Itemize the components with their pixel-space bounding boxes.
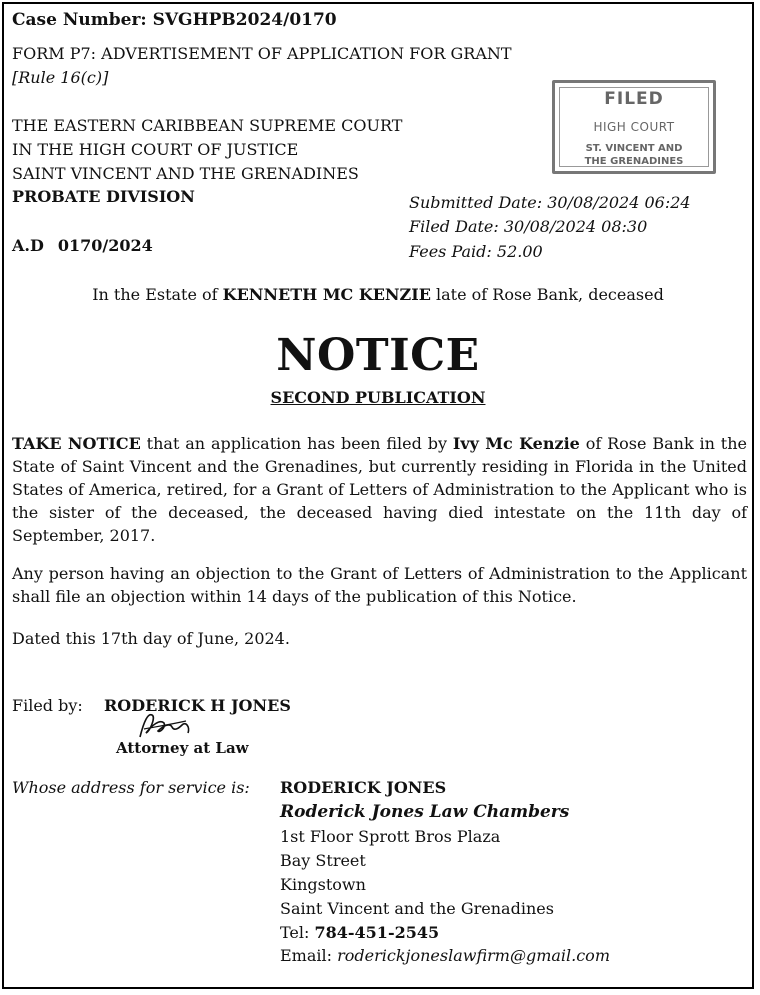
- signature-image: [134, 707, 194, 743]
- notice-paragraph-1: [12, 432, 747, 547]
- address-line-3: Kingstown: [280, 875, 366, 894]
- address-line-1: 1st Floor Sprott Bros Plaza: [280, 827, 501, 846]
- tel-number: 784-451-2545: [314, 923, 440, 942]
- estate-suffix: late of Rose Bank, deceased: [430, 285, 664, 304]
- p1-part-2: of Rose Bank in the State of Saint Vincent and the Grenadines, but currently residing in Florida in the United States of America, retired, for a Grant of Letters of Administration to the Applicant who is the sister of the deceased, the deceased having died intestate on the 11th day of September, 2017.: [12, 434, 748, 545]
- attorney-name: RODERICK H JONES: [104, 696, 291, 715]
- ad-label: A.D: [12, 236, 44, 255]
- email-line: [280, 946, 610, 965]
- notice-title: NOTICE: [276, 330, 480, 381]
- take-notice-lead: TAKE NOTICE: [12, 434, 141, 453]
- division: PROBATE DIVISION: [12, 187, 195, 206]
- filed-stamp: [552, 80, 716, 174]
- telephone-line: [280, 923, 439, 942]
- address-line-2: Bay Street: [280, 851, 366, 870]
- address-name: RODERICK JONES: [280, 778, 447, 797]
- form-title: FORM P7: ADVERTISEMENT OF APPLICATION FOR GRANT: [12, 44, 512, 63]
- applicant-name: Ivy Mc Kenzie: [452, 434, 580, 453]
- tel-label: Tel:: [280, 923, 315, 942]
- stamp-court-text: HIGH COURT: [593, 120, 675, 134]
- publication-subtitle: SECOND PUBLICATION: [270, 388, 486, 407]
- dated-line: Dated this 17th day of June, 2024.: [12, 629, 290, 648]
- submitted-date: Submitted Date: 30/08/2024 06:24: [409, 193, 691, 212]
- stamp-territory-line-1: ST. VINCENT AND: [585, 143, 683, 154]
- p1-part-1: that an application has been filed by: [140, 434, 453, 453]
- email-label: Email:: [280, 946, 338, 965]
- notice-paragraph-2: Any person having an objection to the Grant of Letters of Administration to the Applicant shall file an objection within 14 days of the publication of this Notice.: [12, 564, 747, 606]
- address-firm: Roderick Jones Law Chambers: [280, 802, 570, 822]
- court-line-2: IN THE HIGH COURT OF JUSTICE: [12, 140, 299, 159]
- rule-reference: [Rule 16(c)]: [12, 68, 109, 87]
- filed-by-label: Filed by:: [12, 696, 83, 715]
- notice-document: [2, 2, 754, 989]
- ad-number-line: [12, 236, 153, 255]
- estate-prefix: In the Estate of: [92, 285, 223, 304]
- estate-line: [4, 285, 752, 304]
- stamp-territory-line-2: THE GRENADINES: [584, 156, 684, 167]
- attorney-title: Attorney at Law: [116, 739, 249, 757]
- service-address-label: Whose address for service is:: [12, 778, 250, 797]
- court-line-1: THE EASTERN CARIBBEAN SUPREME COURT: [12, 116, 403, 135]
- court-line-3: SAINT VINCENT AND THE GRENADINES: [12, 164, 359, 183]
- fees-paid: Fees Paid: 52.00: [409, 242, 543, 261]
- address-line-4: Saint Vincent and the Grenadines: [280, 899, 554, 918]
- case-number: Case Number: SVGHPB2024/0170: [12, 10, 337, 30]
- ad-number: 0170/2024: [57, 236, 153, 255]
- stamp-filed-text: FILED: [604, 89, 664, 109]
- deceased-name: KENNETH MC KENZIE: [222, 285, 431, 304]
- filed-date: Filed Date: 30/08/2024 08:30: [409, 217, 648, 236]
- email-address: roderickjoneslawfirm@gmail.com: [337, 946, 610, 965]
